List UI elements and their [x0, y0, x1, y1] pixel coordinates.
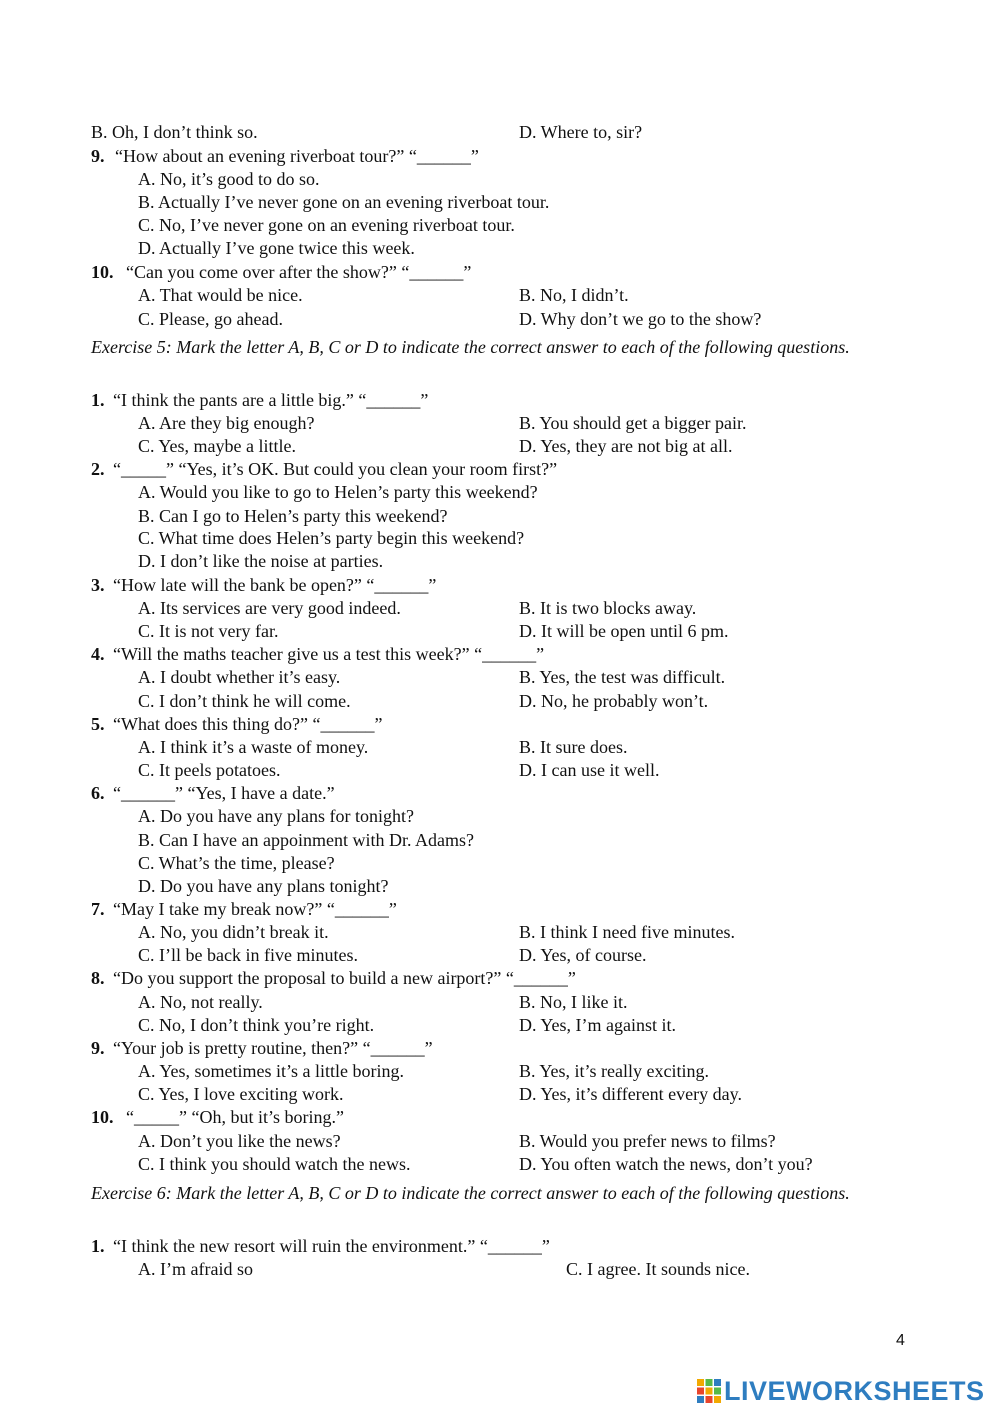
option-c: C. I agree. It sounds nice.: [566, 1259, 750, 1279]
option-d: D. Where to, sir?: [519, 122, 643, 142]
option-c: C. I think you should watch the news.: [138, 1154, 411, 1174]
question-text: “How about an evening riverboat tour?” “______”: [115, 146, 479, 166]
question-number: 10.: [91, 1107, 114, 1127]
option-d: D. No, he probably won’t.: [519, 691, 709, 711]
option-d: D. I don’t like the noise at parties.: [138, 551, 384, 571]
liveworksheets-wordmark: LIVEWORKSHEETS: [724, 1375, 985, 1406]
option-b: B. You should get a bigger pair.: [519, 413, 747, 433]
question-number: 10.: [91, 262, 114, 282]
option-d: D. Yes, they are not big at all.: [519, 436, 733, 456]
option-a: A. No, not really.: [138, 992, 263, 1012]
exercise-6-instruction: Exercise 6: Mark the letter A, B, C or D to indicate the correct answer to each of the following questions.: [91, 1183, 850, 1203]
option-c: C. It is not very far.: [138, 621, 279, 641]
option-d: D. Do you have any plans tonight?: [138, 876, 389, 896]
question-text: “______” “Yes, I have a date.”: [113, 783, 335, 803]
option-a: A. Don’t you like the news?: [138, 1131, 341, 1151]
option-b: B. Can I have an appoinment with Dr. Adams?: [138, 830, 474, 850]
question-text: “Your job is pretty routine, then?” “______”: [113, 1038, 433, 1058]
option-d: D. Why don’t we go to the show?: [519, 309, 762, 329]
option-d: D. Yes, it’s different every day.: [519, 1084, 742, 1104]
option-a: A. I’m afraid so: [138, 1259, 253, 1279]
question-number: 8.: [91, 968, 105, 988]
question-number: 1.: [91, 1236, 105, 1256]
option-a: A. That would be nice.: [138, 285, 303, 305]
option-c: C. What time does Helen’s party begin this weekend?: [138, 528, 525, 548]
question-text: “_____” “Oh, but it’s boring.”: [126, 1107, 344, 1127]
option-a: A. Would you like to go to Helen’s party this weekend?: [138, 482, 538, 502]
option-d: D. You often watch the news, don’t you?: [519, 1154, 813, 1174]
question-number: 9.: [91, 1038, 105, 1058]
question-text: “I think the pants are a little big.” “______”: [113, 390, 429, 410]
question-text: “Do you support the proposal to build a new airport?” “______”: [113, 968, 576, 988]
question-number: 1.: [91, 390, 105, 410]
question-number: 3.: [91, 575, 105, 595]
question-number: 4.: [91, 644, 105, 664]
question-number: 2.: [91, 459, 105, 479]
question-text: “_____” “Yes, it’s OK. But could you clean your room first?”: [113, 459, 558, 479]
question-number: 9.: [91, 146, 105, 166]
option-a: A. No, you didn’t break it.: [138, 922, 329, 942]
option-a: A. I think it’s a waste of money.: [138, 737, 369, 757]
option-b: B. Actually I’ve never gone on an evening riverboat tour.: [138, 192, 550, 212]
option-b: B. I think I need five minutes.: [519, 922, 735, 942]
option-c: C. What’s the time, please?: [138, 853, 335, 873]
option-b: B. Can I go to Helen’s party this weekend?: [138, 506, 448, 526]
page-number: 4: [896, 1332, 905, 1349]
question-text: “Will the maths teacher give us a test this week?” “______”: [113, 644, 545, 664]
liveworksheets-logo[interactable]: [696, 1376, 985, 1406]
option-c: C. Please, go ahead.: [138, 309, 283, 329]
option-d: D. I can use it well.: [519, 760, 660, 780]
question-text: “May I take my break now?” “______”: [113, 899, 397, 919]
option-a: A. Do you have any plans for tonight?: [138, 806, 414, 826]
question-number: 6.: [91, 783, 105, 803]
question-number: 5.: [91, 714, 105, 734]
option-b: B. No, I like it.: [519, 992, 628, 1012]
option-b: B. Oh, I don’t think so.: [91, 122, 258, 142]
option-b: B. It is two blocks away.: [519, 598, 697, 618]
option-b: B. No, I didn’t.: [519, 285, 629, 305]
option-b: B. Would you prefer news to films?: [519, 1131, 776, 1151]
option-b: B. Yes, the test was difficult.: [519, 667, 726, 687]
exercise-5-instruction: Exercise 5: Mark the letter A, B, C or D to indicate the correct answer to each of the following questions.: [91, 337, 850, 357]
option-a: A. Yes, sometimes it’s a little boring.: [138, 1061, 405, 1081]
question-text: “Can you come over after the show?” “______”: [126, 262, 472, 282]
option-a: A. Are they big enough?: [138, 413, 315, 433]
option-b: B. It sure does.: [519, 737, 628, 757]
option-a: A. No, it’s good to do so.: [138, 169, 320, 189]
option-d: D. Yes, of course.: [519, 945, 647, 965]
option-c: C. It peels potatoes.: [138, 760, 281, 780]
option-a: A. I doubt whether it’s easy.: [138, 667, 341, 687]
liveworksheets-grid-icon: [696, 1378, 722, 1404]
option-d: D. Actually I’ve gone twice this week.: [138, 238, 415, 258]
question-number: 7.: [91, 899, 105, 919]
option-d: D. Yes, I’m against it.: [519, 1015, 676, 1035]
question-text: “I think the new resort will ruin the environment.” “______”: [113, 1236, 550, 1256]
option-a: A. Its services are very good indeed.: [138, 598, 401, 618]
option-c: C. I don’t think he will come.: [138, 691, 351, 711]
question-text: “What does this thing do?” “______”: [113, 714, 383, 734]
option-b: B. Yes, it’s really exciting.: [519, 1061, 709, 1081]
option-c: C. I’ll be back in five minutes.: [138, 945, 358, 965]
option-c: C. No, I’ve never gone on an evening riverboat tour.: [138, 215, 515, 235]
option-d: D. It will be open until 6 pm.: [519, 621, 729, 641]
question-text: “How late will the bank be open?” “______”: [113, 575, 437, 595]
option-c: C. No, I don’t think you’re right.: [138, 1015, 375, 1035]
option-c: C. Yes, I love exciting work.: [138, 1084, 344, 1104]
option-c: C. Yes, maybe a little.: [138, 436, 296, 456]
